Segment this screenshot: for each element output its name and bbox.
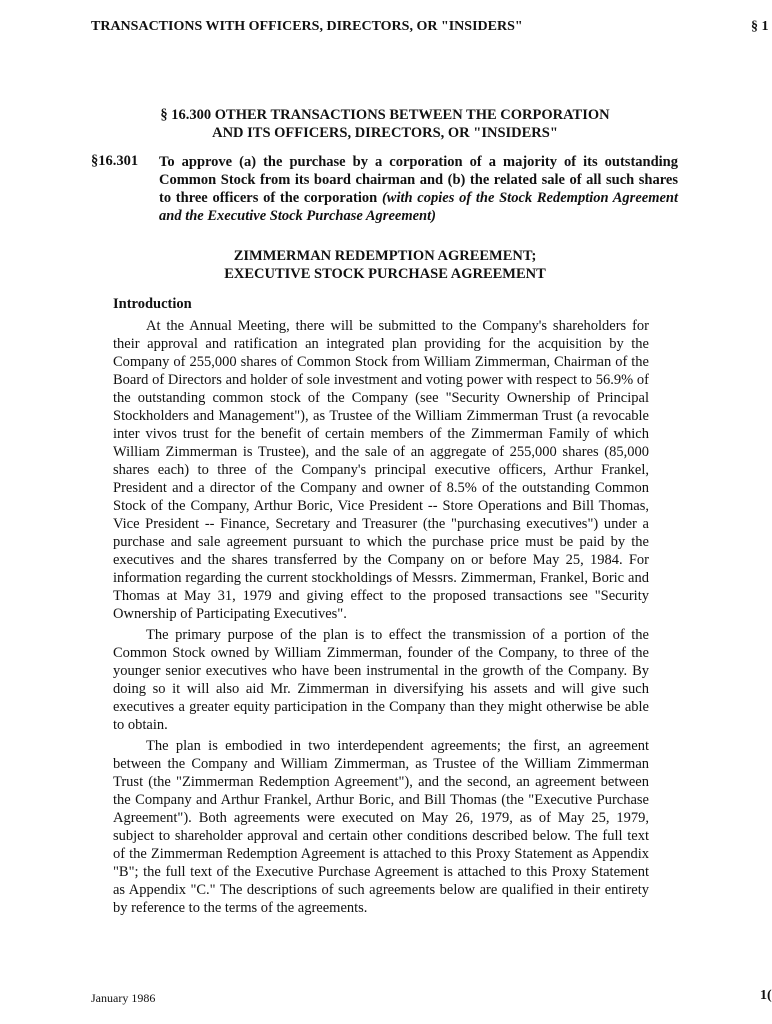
section-heading-line-1: § 16.300 OTHER TRANSACTIONS BETWEEN THE CORPORATION xyxy=(160,107,610,123)
running-header-title: TRANSACTIONS WITH OFFICERS, DIRECTORS, OR "INSIDERS" xyxy=(91,19,523,34)
agreement-title-line-2: EXECUTIVE STOCK PURCHASE AGREEMENT xyxy=(224,266,546,282)
item-description-text: To approve (a) the purchase by a corporation of a majority of its outstanding Common Stock from its board chairman and (b) the related sale of all such shares to three officers of the corporation xyxy=(159,154,678,206)
footer-date: January 1986 xyxy=(91,991,156,1005)
item-description xyxy=(159,153,678,225)
introduction-heading: Introduction xyxy=(113,296,192,312)
body-paragraph: The plan is embodied in two interdependent agreements; the first, an agreement between the Company and William Zimmerman, as Trustee of the William Zimmerman Trust (the "Zimmerman Redemption Agreement"), and the second, an agreement between the Company and Arthur Frankel, Arthur Boric, and Bill Thomas (the "Executive Purchase Agreement"). Both agreements were executed on May 26, 1979, as of May 25, 1979, subject to shareholder approval and certain other conditions described below. The full text of the Zimmerman Redemption Agreement is attached to this Proxy Statement as Appendix "B"; the full text of the Executive Purchase Agreement is attached to this Proxy Statement as Appendix "C." The descriptions of such agreements below are qualified in their entirety by reference to the terms of the agreements. xyxy=(113,738,649,916)
agreement-title xyxy=(100,247,670,283)
section-heading xyxy=(100,106,670,142)
body-paragraph: The primary purpose of the plan is to effect the transmission of a portion of the Common Stock owned by William Zimmerman, founder of the Company, to three of the younger senior executives who have been instrumental in the growth of the Company. By doing so it will also aid Mr. Zimmerman in diversifying his assets and will give such executives a greater equity participation in the Company than they might otherwise be able to obtain. xyxy=(113,627,649,733)
item-description-italic: (with copies of the Stock Redemption Agreement and the Executive Stock Purchase Agreement) xyxy=(159,190,678,224)
body-paragraph: At the Annual Meeting, there will be submitted to the Company's shareholders for their approval and ratification an integrated plan providing for the acquisition by the Company of 255,000 shares of Common Stock from William Zimmerman, Chairman of the Board of Directors and holder of sole investment and voting power with respect to 56.9% of the outstanding common stock of the Company (see "Security Ownership of Principal Stockholders and Management"), as Trustee of the William Zimmerman Trust (a revocable inter vivos trust for the benefit of certain members of the Zimmerman Family of which William Zimmerman is Trustee), and the sale of an aggregate of 255,000 shares (85,000 shares each) to three of the Company's principal executive officers, Arthur Frankel, President and a director of the Company and owner of 8.5% of the outstanding Common Stock of the Company, Arthur Boric, Vice President -- Store Operations and Bill Thomas, Vice President -- Finance, Secretary and Treasurer (the "purchasing executives") under a purchase and sale agreement pursuant to which the purchase price must be paid by the executives and the shares transferred by the Company on or before May 25, 1984. For information regarding the current stockholdings of Messrs. Zimmerman, Frankel, Boric and Thomas at May 31, 1979 and giving effect to the proposed transactions see "Security Ownership of Participating Executives". xyxy=(113,318,649,622)
page-number: 1( xyxy=(760,988,772,1003)
item-number: §16.301 xyxy=(91,153,139,169)
agreement-title-line-1: ZIMMERMAN REDEMPTION AGREEMENT; xyxy=(233,248,537,264)
running-header-section-mark: § 1 xyxy=(751,19,769,34)
section-heading-line-2: AND ITS OFFICERS, DIRECTORS, OR "INSIDERS" xyxy=(212,125,558,141)
introduction-body xyxy=(113,317,649,920)
